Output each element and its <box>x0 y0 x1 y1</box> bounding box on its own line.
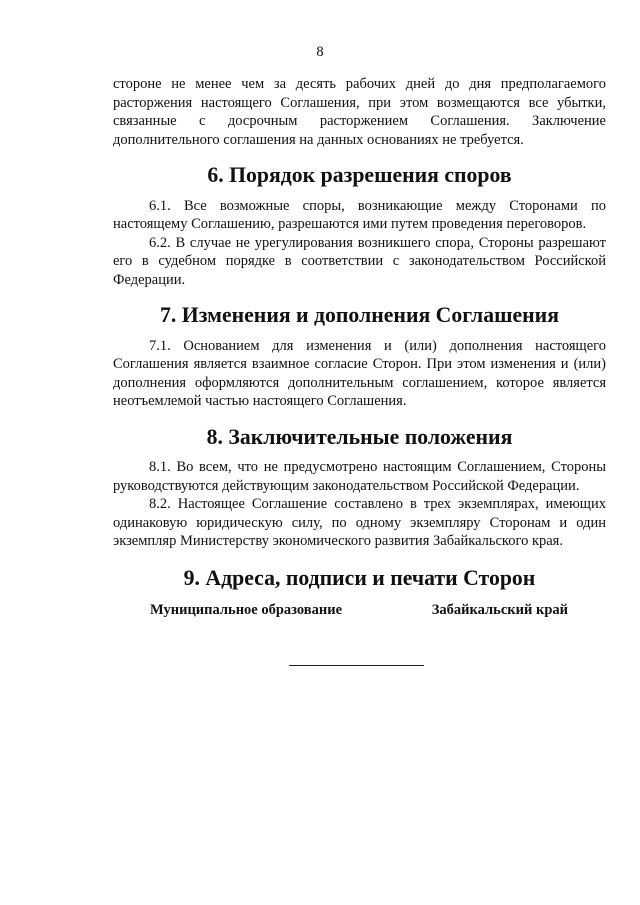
clause-8-2: 8.2. Настоящее Соглашение составлено в трех экземплярах, имеющих одинаковую юридическую силу, по одному экземпляру Сторонам и один экземпляр Министерству экономического развития Забайкальского края. <box>113 496 606 549</box>
section-8-heading: 8. Заключительные положения <box>206 424 513 449</box>
clause-6-2: 6.2. В случае не урегулирования возникшего спора, Стороны разрешают его в судебном порядке в соответствии с законодательством Российской Федерации. <box>113 234 606 288</box>
document-body <box>113 75 606 620</box>
signature-block <box>113 601 606 620</box>
section-7-heading: 7. Изменения и дополнения Соглашения <box>160 303 559 327</box>
end-divider-line <box>289 665 424 666</box>
clause-6-1: 6.1. Все возможные споры, возникающие между Сторонами по настоящему Соглашению, разрешаются ими путем проведения переговоров. <box>113 197 606 232</box>
section-6-heading: 6. Порядок разрешения споров <box>207 163 512 187</box>
page-number: 8 <box>316 44 324 60</box>
signature-right-party: Забайкальский край <box>431 602 568 618</box>
clause-8-1: 8.1. Во всем, что не предусмотрено настоящим Соглашением, Стороны руководствуются действующим законодательством Российской Федерации. <box>113 459 606 494</box>
signature-left-party: Муниципальное образование <box>150 602 343 618</box>
intro-paragraph: стороне не менее чем за десять рабочих дней до дня предполагаемого расторжения настоящего Соглашения, при этом возмещаются все убытки, связанные с досрочным расторжением Соглашения. Заключение дополнительного соглашения на данных основаниях не требуется. <box>113 76 606 148</box>
section-9-heading: 9. Адреса, подписи и печати Сторон <box>183 565 536 590</box>
clause-7-1: 7.1. Основанием для изменения и (или) дополнения настоящего Соглашения является взаимное согласие Сторон. При этом изменения и (или) дополнения оформляются дополнительным соглашением, которое является неотъемлемой частью настоящего Соглашения. <box>113 337 606 409</box>
